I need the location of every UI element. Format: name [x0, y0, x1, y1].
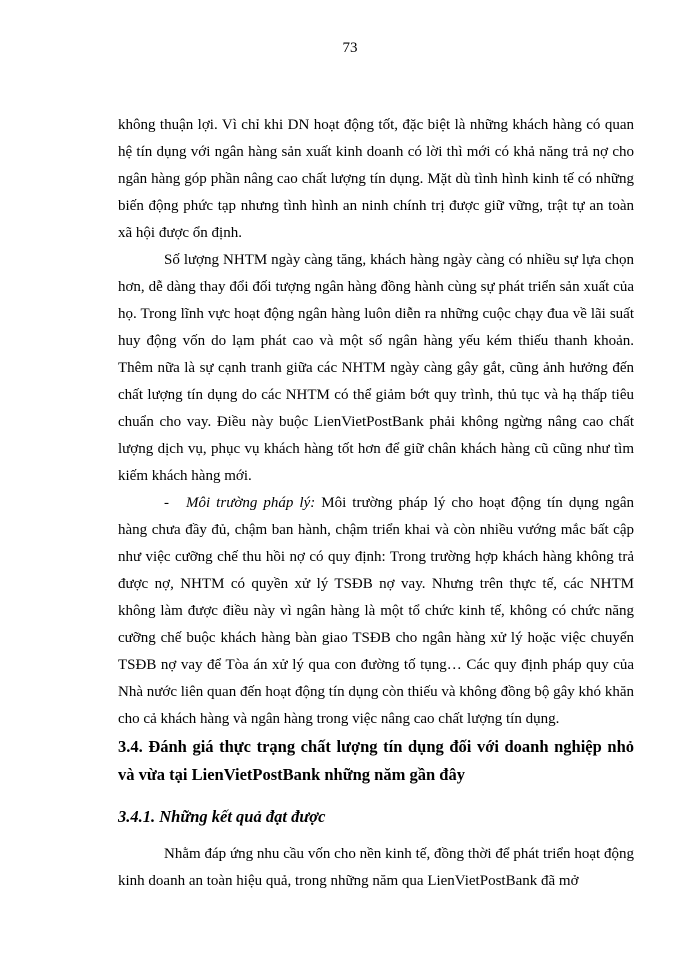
section-heading-3-4: 3.4. Đánh giá thực trạng chất lượng tín dụng đối với doanh nghiệp nhỏ và vừa tại LienVietPostBank những năm gần đây — [118, 737, 634, 784]
document-body — [118, 112, 634, 895]
paragraph-legal-environment — [118, 490, 634, 733]
paragraph-2: Số lượng NHTM ngày càng tăng, khách hàng ngày càng có nhiều sự lựa chọn hơn, dễ dàng thay đổi đối tượng ngân hàng đồng hành cùng sự phát triển sản xuất của họ. Trong lĩnh vực hoạt động ngân hàng luôn diễn ra những cuộc chạy đua về lãi suất huy động vốn do lạm phát cao và một số ngân hàng yếu kém thiếu thanh khoản. Thêm nữa là sự cạnh tranh giữa các NHTM ngày càng gây gắt, cũng ảnh hưởng đến chất lượng tín dụng do các NHTM có thể giảm bớt quy trình, thủ tục và hạ thấp tiêu chuẩn cho vay. Điều này buộc LienVietPostBank phải không ngừng nâng cao chất lượng dịch vụ, phục vụ khách hàng tốt hơn để giữ chân khách hàng cũ cũng như tìm kiếm khách hàng mới. — [118, 252, 634, 484]
legal-environment-text: Môi trường pháp lý cho hoạt động tín dụng ngân hàng chưa đầy đủ, chậm ban hành, chậm triển khai và còn nhiều vướng mắc bất cập như việc cưỡng chế thu hồi nợ có quy định: Trong trường hợp khách hàng không trả được nợ, NHTM có quyền xử lý TSĐB nợ vay. Nhưng trên thực tế, các NHTM không làm được điều này vì ngân hàng là một tổ chức kinh tế, không có chức năng cưỡng chế buộc khách hàng bàn giao TSĐB cho ngân hàng xử lý hoặc việc chuyển TSĐB nợ vay để Tòa án xử lý qua con đường tố tụng… Các quy định pháp quy của Nhà nước liên quan đến hoạt động tín dụng còn thiếu và không đồng bộ gây khó khăn cho cả khách hàng và ngân hàng trong việc nâng cao chất lượng tín dụng. — [118, 495, 634, 727]
paragraph-4: Nhằm đáp ứng nhu cầu vốn cho nền kinh tế, đồng thời để phát triển hoạt động kinh doanh an toàn hiệu quả, trong những năm qua LienVietPostBank đã mở — [118, 846, 634, 889]
legal-environment-label: Môi trường pháp lý: — [186, 495, 316, 511]
page-number: 73 — [342, 40, 358, 56]
paragraph-1: không thuận lợi. Vì chỉ khi DN hoạt động tốt, đặc biệt là những khách hàng có quan hệ tín dụng với ngân hàng sản xuất kinh doanh có lời thì mới có khả năng trả nợ cho ngân hàng góp phần nâng cao chất lượng tín dụng. Mặt dù tình hình kinh tế có những biến động phức tạp nhưng tình hình an ninh chính trị được giữ vững, trật tự an toàn xã hội được ổn định. — [118, 117, 634, 241]
subsection-heading-3-4-1: 3.4.1. Những kết quả đạt được — [118, 807, 326, 826]
list-dash: - — [164, 495, 169, 511]
